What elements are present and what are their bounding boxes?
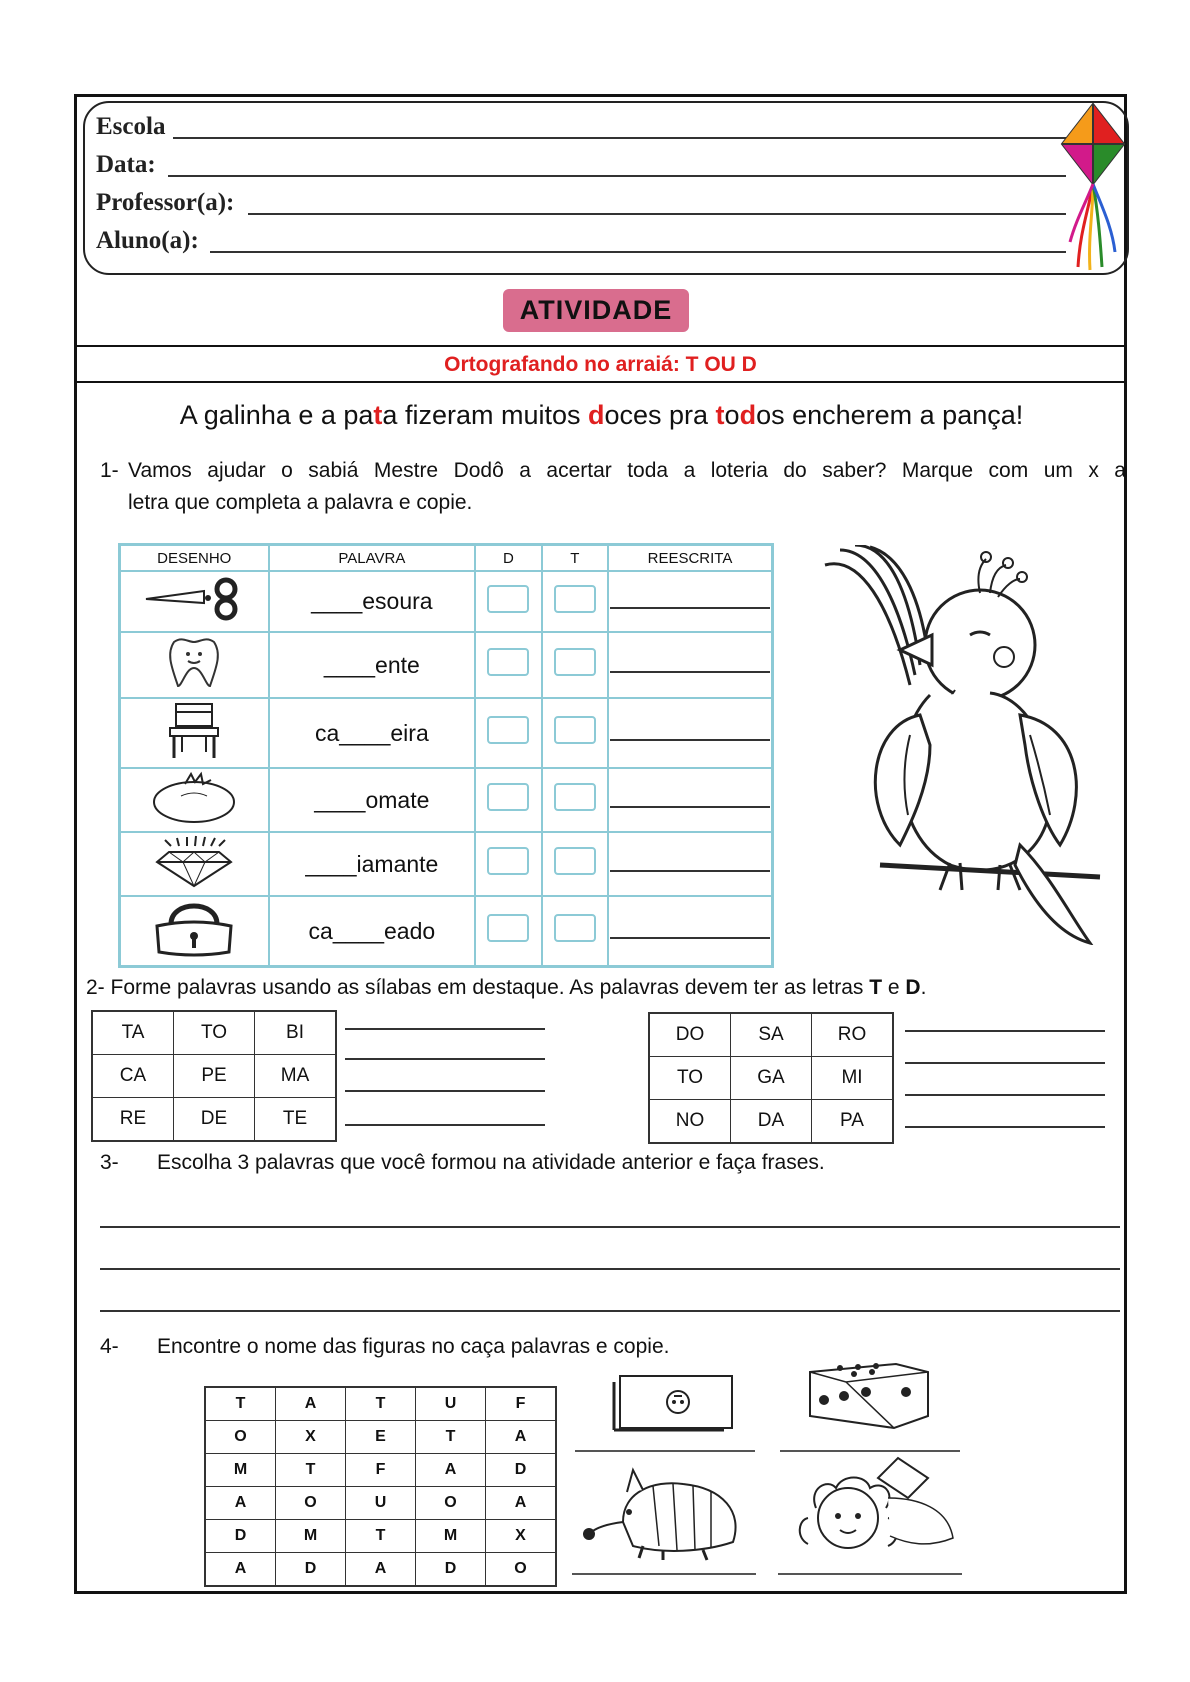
girl-icon	[778, 1448, 958, 1568]
syllable-cell: DO	[649, 1013, 731, 1057]
t-checkbox[interactable]	[554, 716, 596, 744]
answer-line[interactable]	[345, 1058, 545, 1060]
answer-line[interactable]	[575, 1450, 755, 1452]
school-line[interactable]	[173, 137, 1066, 139]
student-label: Aluno(a):	[96, 227, 199, 254]
d-checkbox[interactable]	[487, 914, 529, 942]
letter-cell[interactable]: A	[416, 1454, 486, 1487]
letter-cell[interactable]: M	[205, 1454, 276, 1487]
letter-cell[interactable]: M	[416, 1520, 486, 1553]
t-checkbox[interactable]	[554, 914, 596, 942]
highlight-phrase: A galinha e a pata fizeram muitos doces pra todos encherem a pança!	[179, 400, 1024, 430]
letter-cell[interactable]: F	[346, 1454, 416, 1487]
col-header: T	[542, 545, 608, 572]
table-row	[120, 768, 773, 832]
syllable-cell: GA	[731, 1057, 812, 1100]
q1-number: 1-	[100, 459, 119, 482]
syllable-cell: MI	[812, 1057, 894, 1100]
letter-cell[interactable]: A	[486, 1421, 557, 1454]
answer-line[interactable]	[345, 1090, 545, 1092]
col-header: D	[475, 545, 541, 572]
word-cell: ca____eado	[269, 896, 476, 967]
answer-line[interactable]	[905, 1126, 1105, 1128]
rewrite-line[interactable]	[610, 870, 770, 872]
tooth-icon	[120, 632, 269, 698]
letter-cell[interactable]: T	[346, 1387, 416, 1421]
q4-number: 4-	[100, 1335, 119, 1358]
syllable-cell: RE	[92, 1098, 174, 1142]
d-checkbox[interactable]	[487, 585, 529, 613]
syllable-cell: DE	[174, 1098, 255, 1142]
syllable-cell: PA	[812, 1100, 894, 1144]
letter-cell[interactable]: O	[205, 1421, 276, 1454]
date-line[interactable]	[168, 175, 1066, 177]
rewrite-line[interactable]	[610, 806, 770, 808]
letter-cell[interactable]: T	[416, 1421, 486, 1454]
letter-cell[interactable]: U	[346, 1487, 416, 1520]
table-row	[120, 832, 773, 896]
letter-cell[interactable]: M	[276, 1520, 346, 1553]
chair-icon	[120, 698, 269, 768]
syllable-cell: TE	[255, 1098, 337, 1142]
answer-line[interactable]	[905, 1094, 1105, 1096]
rewrite-line[interactable]	[610, 739, 770, 741]
q1-text: Vamos ajudar o sabiá Mestre Dodô a acertar toda a loteria do saber? Marque com um x a	[128, 459, 1126, 482]
col-header: DESENHO	[120, 545, 269, 572]
table-row	[120, 632, 773, 698]
q3-number: 3-	[100, 1151, 119, 1174]
letter-cell[interactable]: E	[346, 1421, 416, 1454]
letter-cell[interactable]: X	[486, 1520, 557, 1553]
answer-line[interactable]	[345, 1028, 545, 1030]
q1-text-2: letra que completa a palavra e copie.	[128, 491, 473, 514]
q2-text: 2- Forme palavras usando as sílabas em destaque. As palavras devem ter as letras T e D.	[86, 976, 927, 999]
letter-cell[interactable]: A	[486, 1487, 557, 1520]
letter-cell[interactable]: A	[276, 1387, 346, 1421]
col-header: PALAVRA	[269, 545, 476, 572]
word-search-grid	[204, 1386, 557, 1587]
answer-line[interactable]	[905, 1062, 1105, 1064]
letter-cell[interactable]: D	[486, 1454, 557, 1487]
syllable-cell: DA	[731, 1100, 812, 1144]
letter-cell[interactable]: D	[276, 1553, 346, 1587]
rewrite-line[interactable]	[610, 937, 770, 939]
syllable-cell: NO	[649, 1100, 731, 1144]
syllable-cell: RO	[812, 1013, 894, 1057]
writing-line[interactable]	[100, 1310, 1120, 1312]
word-cell: ____esoura	[269, 571, 476, 632]
table-row	[120, 698, 773, 768]
letter-cell[interactable]: A	[346, 1553, 416, 1587]
teacher-line[interactable]	[248, 213, 1066, 215]
d-checkbox[interactable]	[487, 783, 529, 811]
table-row	[120, 571, 773, 632]
singing-bird-icon	[820, 545, 1110, 945]
rewrite-line[interactable]	[610, 671, 770, 673]
padlock-icon	[120, 896, 269, 967]
letter-cell[interactable]: X	[276, 1421, 346, 1454]
school-label: Escola	[96, 113, 166, 140]
syllable-cell: TO	[174, 1011, 255, 1055]
letter-cell[interactable]: F	[486, 1387, 557, 1421]
armadillo-icon	[583, 1462, 753, 1562]
letter-cell[interactable]: A	[205, 1487, 276, 1520]
word-cell: ____omate	[269, 768, 476, 832]
diamond-icon	[120, 832, 269, 896]
letter-cell[interactable]: O	[276, 1487, 346, 1520]
student-line[interactable]	[210, 251, 1066, 253]
d-checkbox[interactable]	[487, 648, 529, 676]
date-label: Data:	[96, 151, 156, 178]
letter-cell[interactable]: T	[205, 1387, 276, 1421]
q4-text: Encontre o nome das figuras no caça palavras e copie.	[157, 1335, 670, 1358]
q3-text: Escolha 3 palavras que você formou na atividade anterior e faça frases.	[157, 1151, 825, 1174]
table-row	[120, 896, 773, 967]
answer-line[interactable]	[345, 1124, 545, 1126]
letter-cell[interactable]: D	[205, 1520, 276, 1553]
d-checkbox[interactable]	[487, 847, 529, 875]
syllable-table-right	[648, 1012, 894, 1144]
writing-line[interactable]	[100, 1226, 1120, 1228]
syllable-cell: PE	[174, 1055, 255, 1098]
activity-subtitle: Ortografando no arraiá: T OU D	[74, 345, 1127, 383]
rewrite-line[interactable]	[610, 607, 770, 609]
word-cell: ____ente	[269, 632, 476, 698]
col-header: REESCRITA	[608, 545, 773, 572]
word-cell: ca____eira	[269, 698, 476, 768]
syllable-cell: CA	[92, 1055, 174, 1098]
letter-cell[interactable]: D	[416, 1553, 486, 1587]
writing-line[interactable]	[100, 1268, 1120, 1270]
d-checkbox[interactable]	[487, 716, 529, 744]
letter-cell[interactable]: T	[276, 1454, 346, 1487]
syllable-cell: BI	[255, 1011, 337, 1055]
tomato-icon	[120, 768, 269, 832]
letter-cell[interactable]: U	[416, 1387, 486, 1421]
header-box	[83, 101, 1129, 275]
letter-cell[interactable]: O	[486, 1553, 557, 1587]
letter-cell[interactable]: T	[346, 1520, 416, 1553]
letter-cell[interactable]: A	[205, 1553, 276, 1587]
word-cell: ____iamante	[269, 832, 476, 896]
letter-cell[interactable]: O	[416, 1487, 486, 1520]
t-checkbox[interactable]	[554, 783, 596, 811]
answer-line[interactable]	[905, 1030, 1105, 1032]
dice-icon	[806, 1352, 934, 1432]
syllable-cell: SA	[731, 1013, 812, 1057]
spelling-table	[118, 543, 774, 968]
answer-line[interactable]	[572, 1573, 756, 1575]
syllable-cell: TA	[92, 1011, 174, 1055]
kite-icon	[1060, 102, 1126, 272]
scissors-icon	[120, 571, 269, 632]
t-checkbox[interactable]	[554, 585, 596, 613]
answer-line[interactable]	[778, 1573, 962, 1575]
syllable-cell: MA	[255, 1055, 337, 1098]
teacher-label: Professor(a):	[96, 189, 235, 216]
activity-title: ATIVIDADE	[503, 289, 689, 332]
outlet-icon	[612, 1372, 736, 1432]
syllable-table-left	[91, 1010, 337, 1142]
t-checkbox[interactable]	[554, 648, 596, 676]
t-checkbox[interactable]	[554, 847, 596, 875]
syllable-cell: TO	[649, 1057, 731, 1100]
